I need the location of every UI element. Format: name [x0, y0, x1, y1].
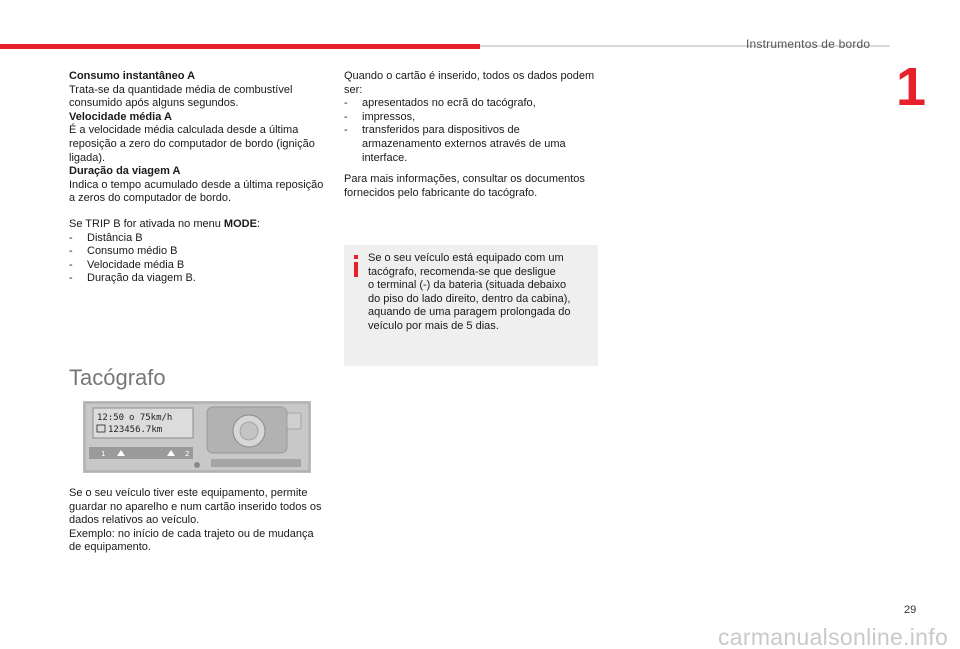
card-slot-2: [211, 459, 301, 467]
display-odometer: 123456.7km: [108, 425, 163, 435]
list-item: - impressos,: [344, 110, 416, 123]
display-speed: o 75km/h: [129, 413, 173, 423]
slot-label-2: 2: [185, 450, 190, 458]
right-column: Quando o cartão é inserido, todos os dados podem ser: - apresentados no ecrã do tacógrafo, - impressos, - transferidos para dispositivos de armazenamento externos através de uma interface. Para mais informações, consultar os documentos fornecidos pelo fabricante do tacógrafo.: [344, 70, 602, 200]
display-time: 12:50: [97, 413, 125, 423]
list-item: - Distância B: [69, 231, 143, 244]
indicator-dot: [194, 462, 200, 468]
item-text: Trata-se da quantidade média de combustível: [69, 83, 293, 96]
trip-intro: Se TRIP B for ativada no menu MODE:: [69, 217, 260, 230]
list-item: - Velocidade média B: [69, 258, 185, 271]
left-column: [69, 70, 327, 286]
slot-label-1: 1: [101, 450, 106, 458]
tachograph-description: Se o seu veículo tiver este equipamento, permite guardar no aparelho e num cartão inserido todos os dados relativos ao veículo. Exemplo: no início de cada trajeto ou de mudança de equipamento.: [69, 487, 322, 554]
item-text: ligada).: [69, 151, 106, 164]
list-item: - transferidos para dispositivos de armazenamento externos através de uma interface.: [344, 124, 566, 164]
item-title: Velocidade média A: [69, 110, 172, 123]
item-text: É a velocidade média calculada desde a última: [69, 124, 299, 137]
list-item: - apresentados no ecrã do tacógrafo,: [344, 97, 536, 110]
list-item: - Duração da viagem B.: [69, 272, 196, 285]
item-text: a zeros do computador de bordo.: [69, 192, 232, 205]
section-title: Instrumentos de bordo: [746, 37, 871, 51]
item-title: Consumo instantâneo A: [69, 70, 196, 82]
item-text: Indica o tempo acumulado desde a última reposição: [69, 178, 324, 191]
list-item: - Consumo médio B: [69, 245, 178, 258]
tachograph-image: [83, 401, 311, 473]
item-title: Duração da viagem A: [69, 165, 181, 178]
top-accent-bar: [0, 44, 480, 49]
info-text: Se o seu veículo está equipado com um tacógrafo, recomenda-se que desligue o terminal (-) da bateria (situada debaixo do piso do lado direito, dentro da cabina), aquando de uma paragem prolongada do veículo por mais de 5 dias.: [368, 252, 571, 332]
page-number: 29: [904, 604, 917, 616]
chapter-number: 1: [896, 57, 927, 117]
item-text: reposição a zero do computador de bordo (ignição: [69, 137, 315, 150]
item-text: consumido após alguns segundos.: [69, 97, 239, 110]
side-button: [287, 413, 301, 429]
info-icon: [350, 255, 364, 277]
tachograph-heading: Tacógrafo: [69, 365, 166, 390]
info-box: [344, 245, 598, 366]
watermark: carmanualsonline.info: [718, 624, 949, 649]
mode-keyword: MODE: [223, 217, 257, 230]
